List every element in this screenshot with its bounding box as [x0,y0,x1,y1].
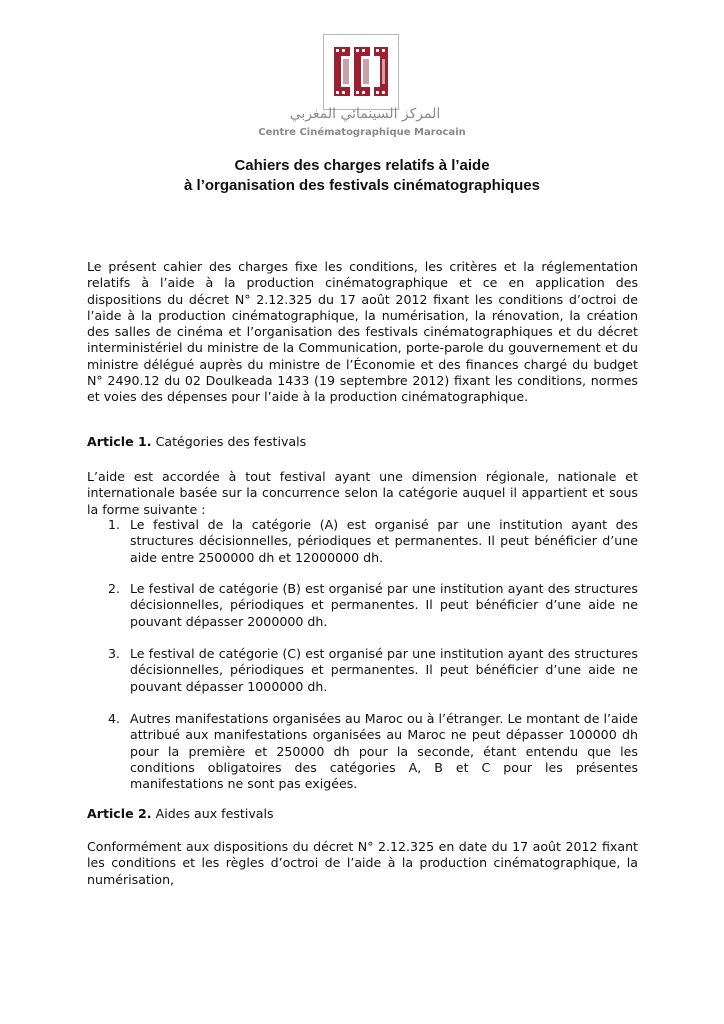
article-2-heading [87,806,638,822]
title-line-1: Cahiers des charges relatifs à l’aide [234,157,490,174]
ccm-logo [323,34,399,110]
org-name-arabic: المركز السينمائي المغربي [289,106,441,122]
film-reel-logo-icon [324,35,397,108]
list-item-text: Le festival de la catégorie (A) est organisé par une institution ayant des structures décisionnelles, périodiques et permanentes. Il peut bénéficier d’une aide entre 2500000 dh et 12000000 dh. [130,517,638,565]
list-item-number: 3. [108,646,121,661]
article-2-title: Aides aux festivals [155,806,274,821]
title-line-2: à l’organisation des festivals cinématographiques [184,177,540,194]
article-2-label: Article 2. [87,806,152,821]
list-item-number: 4. [108,711,121,726]
org-name-french: Centre Cinématographique Marocain [258,127,466,138]
article-1-label: Article 1. [87,434,152,449]
article-2-lead-paragraph: Conformément aux dispositions du décret N° 2.12.325 en date du 17 août 2012 fixant les conditions et les règles d’octroi de l’aide à la production cinématographique, la numérisation, [87,839,638,887]
list-item-text: Le festival de catégorie (B) est organisé par une institution ayant des structures décisionnelles, périodiques et permanentes. Il peut bénéficier d’une aide ne pouvant dépasser 2000000 dh. [130,581,638,629]
intro-paragraph: Le présent cahier des charges fixe les conditions, les critères et la réglementation relatifs à l’aide à la production cinématographique et ce en application des dispositions du décret N° 2.12.325 du 17 août 2012 fixant les conditions d’octroi de l’aide à la production cinématographique, la numérisation, la rénovation, la création des salles de cinéma et l’organisation des festivals cinématographiques et du décret interministériel du ministre de la Communication, porte-parole du gouvernement et du ministre délégué auprès du ministre de l’Économie et des finances chargé du budget N° 2490.12 du 02 Doulkeada 1433 (19 septembre 2012) fixant les conditions, normes et voies des dépenses pour l’aide à la production cinématographique. [87,259,638,405]
article-1-title: Catégories des festivals [155,434,307,449]
document-title [90,156,634,196]
article-1-heading [87,434,638,450]
list-item-text: Autres manifestations organisées au Maroc ou à l’étranger. Le montant de l’aide attribué aux manifestations organisées au Maroc ne peut dépasser 100000 dh pour la première et 250000 dh pour la seconde, étant entendu que les conditions obligatoires des catégories A, B et C pour les présentes manifestations ne sont pas exigées. [130,711,638,792]
list-item-number: 2. [108,581,121,596]
list-item-text: Le festival de catégorie (C) est organisé par une institution ayant des structures décisionnelles, périodiques et permanentes. Il peut bénéficier d’une aide ne pouvant dépasser 1000000 dh. [130,646,638,694]
article-1-lead-paragraph: L’aide est accordée à tout festival ayant une dimension régionale, nationale et internationale basée sur la concurrence selon la catégorie auquel il appartient et sous la forme suivante : [87,469,638,517]
list-item-number: 1. [108,517,121,532]
